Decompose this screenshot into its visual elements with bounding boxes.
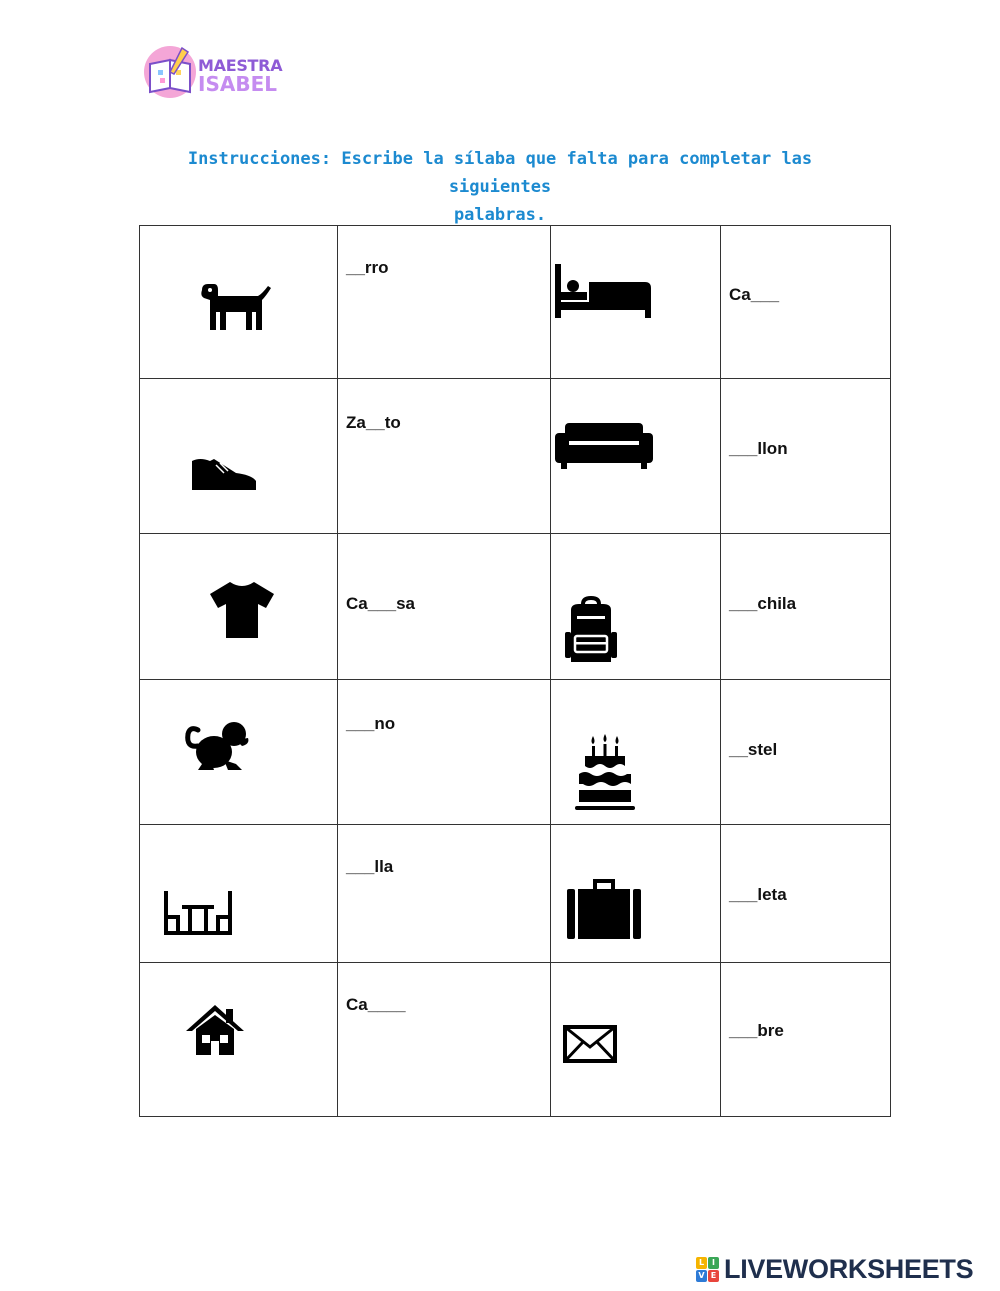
worksheet-table xyxy=(139,225,891,1117)
table-cell xyxy=(337,225,551,379)
brand-text: LIVEWORKSHEETS xyxy=(724,1254,974,1284)
logo xyxy=(140,42,290,104)
word-blank[interactable]: Ca___sa xyxy=(346,594,416,613)
table-cell xyxy=(720,679,891,825)
logo-block: I xyxy=(708,1257,719,1269)
table-cell xyxy=(139,378,338,534)
table-cell xyxy=(720,225,891,379)
instructions-line-1: Instrucciones: Escribe la sílaba que falta para completar las siguientes xyxy=(187,149,813,197)
table-cell xyxy=(337,533,551,680)
word-blank[interactable]: Za__to xyxy=(346,413,401,432)
table-cell xyxy=(550,824,721,963)
table-cell xyxy=(720,378,891,534)
table-cell xyxy=(337,962,551,1117)
table-cell xyxy=(720,962,891,1117)
logo-text-isabel: ISABEL xyxy=(198,72,277,96)
table-cell xyxy=(139,679,338,825)
backpack-icon xyxy=(561,596,621,664)
table-cell xyxy=(550,962,721,1117)
word-blank[interactable]: Ca___ xyxy=(729,285,780,304)
logo-block: V xyxy=(696,1270,707,1282)
table-cell xyxy=(337,378,551,534)
shoe-icon xyxy=(190,457,258,491)
word-blank[interactable]: ___leta xyxy=(729,885,787,904)
tshirt-icon xyxy=(210,582,274,640)
table-cell xyxy=(550,225,721,379)
logo-block: E xyxy=(708,1270,719,1282)
word-blank[interactable]: ___no xyxy=(346,714,396,733)
word-blank[interactable]: __rro xyxy=(346,258,389,277)
table-cell xyxy=(720,824,891,963)
table-cell xyxy=(139,225,338,379)
table-chairs-icon xyxy=(162,889,234,937)
table-cell xyxy=(550,679,721,825)
word-blank[interactable]: ___llon xyxy=(729,439,788,458)
logo-block: L xyxy=(696,1257,707,1269)
word-blank[interactable]: Ca____ xyxy=(346,995,406,1014)
instructions xyxy=(150,145,850,229)
table-cell xyxy=(550,378,721,534)
envelope-icon xyxy=(563,1025,617,1063)
table-cell xyxy=(720,533,891,680)
word-blank[interactable]: ___lla xyxy=(346,857,394,876)
instructions-line-2: palabras. xyxy=(453,205,547,225)
bed-icon xyxy=(555,264,653,320)
book-icon xyxy=(140,42,200,102)
monkey-icon xyxy=(184,720,254,772)
word-blank[interactable]: __stel xyxy=(729,740,778,759)
sofa-icon xyxy=(555,423,653,469)
word-blank[interactable]: ___chila xyxy=(729,594,797,613)
table-cell xyxy=(139,824,338,963)
table-cell xyxy=(139,962,338,1117)
table-cell xyxy=(139,533,338,680)
dog-icon xyxy=(198,282,274,334)
table-cell xyxy=(550,533,721,680)
cake-icon xyxy=(575,734,635,810)
table-cell xyxy=(337,679,551,825)
house-icon xyxy=(186,1005,244,1055)
word-blank[interactable]: ___bre xyxy=(729,1021,784,1040)
liveworksheets-logo-icon xyxy=(696,1257,720,1283)
suitcase-icon xyxy=(567,877,641,939)
logo-text-maestra: MAESTRA xyxy=(198,56,283,75)
table-cell xyxy=(337,824,551,963)
